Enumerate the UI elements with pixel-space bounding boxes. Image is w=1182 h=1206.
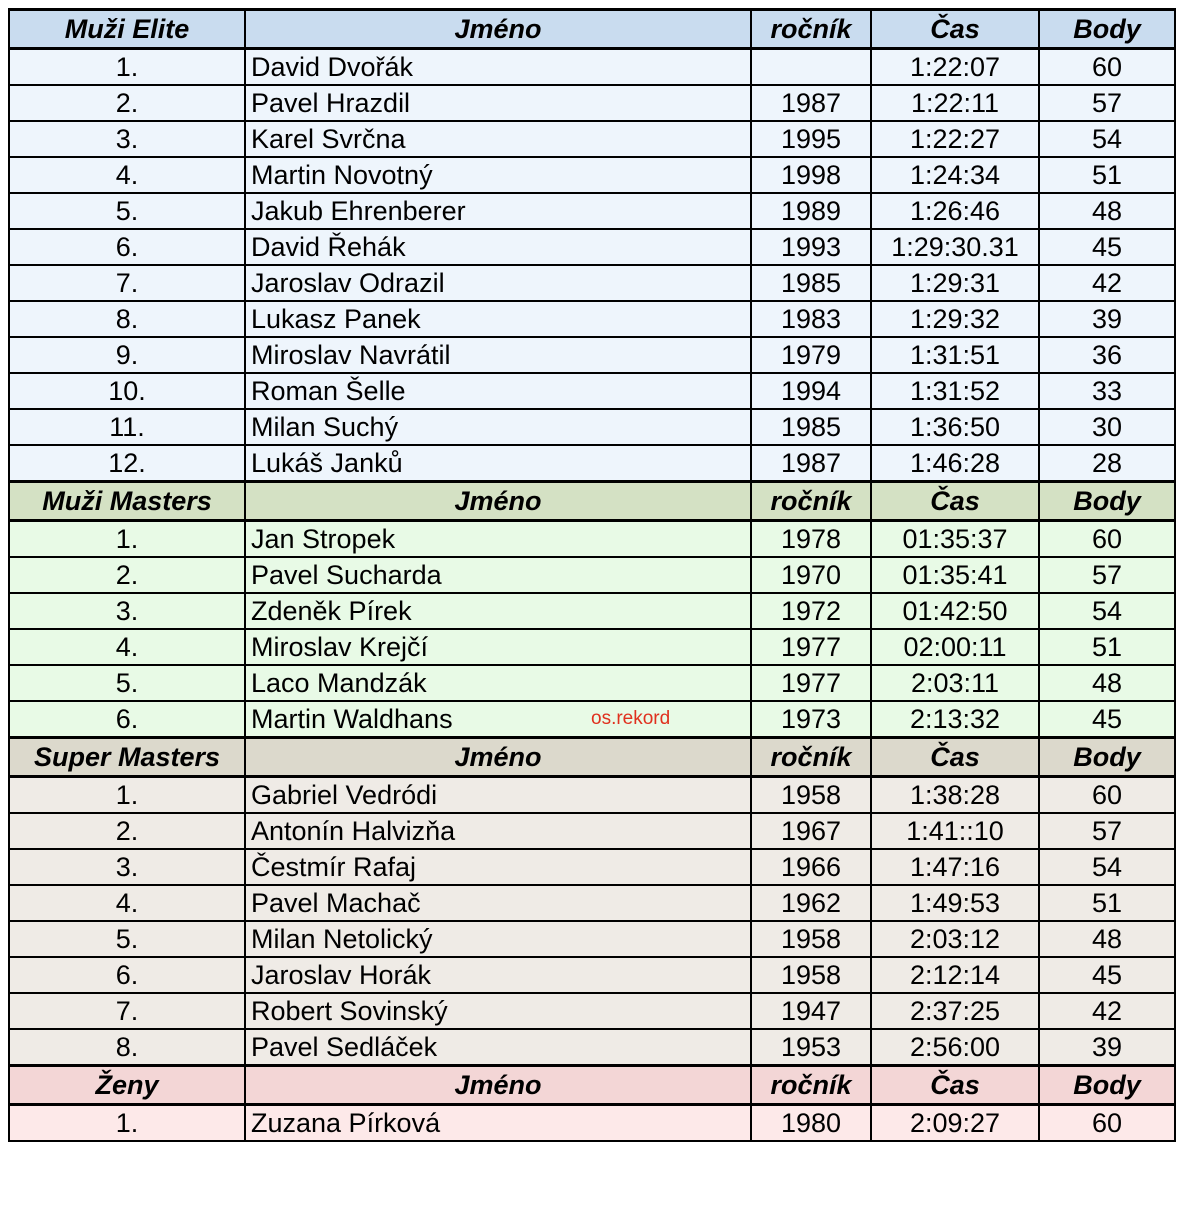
name-cell[interactable] [245, 921, 751, 957]
year-column-header[interactable]: ročník [751, 738, 871, 777]
time-cell[interactable]: 01:42:50 [871, 593, 1039, 629]
competitor-name: Jan Stropek [251, 524, 396, 554]
year-cell[interactable]: 1947 [751, 993, 871, 1029]
competitor-name: Miroslav Krejčí [251, 632, 429, 662]
name-cell[interactable] [245, 193, 751, 229]
time-column-header[interactable]: Čas [871, 738, 1039, 777]
rank-cell[interactable]: 8. [9, 1029, 245, 1066]
name-cell[interactable] [245, 121, 751, 157]
time-cell[interactable]: 01:35:37 [871, 521, 1039, 558]
year-cell[interactable]: 1994 [751, 373, 871, 409]
table-row [9, 229, 1175, 265]
year-cell[interactable]: 1987 [751, 85, 871, 121]
table-row [9, 1105, 1175, 1142]
section-header-elite [9, 10, 1175, 49]
points-cell[interactable]: 51 [1039, 629, 1175, 665]
category-header[interactable]: Ženy [9, 1066, 245, 1105]
competitor-name: Antonín Halvizňa [251, 816, 456, 846]
name-cell[interactable] [245, 665, 751, 701]
name-cell[interactable] [245, 85, 751, 121]
year-cell[interactable]: 1966 [751, 849, 871, 885]
name-column-header[interactable]: Jméno [245, 10, 751, 49]
name-cell[interactable] [245, 849, 751, 885]
table-row [9, 193, 1175, 229]
time-column-header[interactable]: Čas [871, 10, 1039, 49]
table-row [9, 409, 1175, 445]
year-column-header[interactable]: ročník [751, 10, 871, 49]
points-cell[interactable]: 42 [1039, 265, 1175, 301]
points-cell[interactable]: 51 [1039, 885, 1175, 921]
results-table [8, 8, 1176, 1142]
year-cell[interactable]: 1967 [751, 813, 871, 849]
competitor-name: Martin Novotný [251, 160, 433, 190]
points-cell[interactable]: 48 [1039, 193, 1175, 229]
points-cell[interactable]: 42 [1039, 993, 1175, 1029]
time-cell[interactable]: 1:31:52 [871, 373, 1039, 409]
points-cell[interactable]: 54 [1039, 121, 1175, 157]
name-cell[interactable] [245, 957, 751, 993]
competitor-name: Jaroslav Horák [251, 960, 432, 990]
rank-cell[interactable]: 1. [9, 1105, 245, 1142]
competitor-name: Miroslav Navrátil [251, 340, 451, 370]
rank-cell[interactable]: 10. [9, 373, 245, 409]
year-cell[interactable]: 1995 [751, 121, 871, 157]
points-cell[interactable]: 30 [1039, 409, 1175, 445]
competitor-name: Zuzana Pírková [251, 1108, 441, 1138]
name-column-header[interactable]: Jméno [245, 482, 751, 521]
name-cell[interactable] [245, 337, 751, 373]
year-cell[interactable]: 1998 [751, 157, 871, 193]
time-cell[interactable]: 1:29:31 [871, 265, 1039, 301]
table-row [9, 701, 1175, 738]
points-cell[interactable]: 45 [1039, 957, 1175, 993]
points-cell[interactable]: 60 [1039, 521, 1175, 558]
year-cell[interactable]: 1972 [751, 593, 871, 629]
name-cell[interactable] [245, 629, 751, 665]
competitor-name: Pavel Machač [251, 888, 421, 918]
table-row [9, 885, 1175, 921]
competitor-name: Roman Šelle [251, 376, 406, 406]
competitor-name: David Řehák [251, 232, 406, 262]
name-cell[interactable] [245, 373, 751, 409]
points-cell[interactable]: 51 [1039, 157, 1175, 193]
name-cell[interactable] [245, 885, 751, 921]
year-cell[interactable]: 1993 [751, 229, 871, 265]
time-cell[interactable]: 1:41::10 [871, 813, 1039, 849]
year-cell[interactable]: 1980 [751, 1105, 871, 1142]
year-cell[interactable]: 1953 [751, 1029, 871, 1066]
table-row [9, 593, 1175, 629]
time-cell[interactable]: 1:46:28 [871, 445, 1039, 482]
competitor-name: Milan Suchý [251, 412, 399, 442]
rank-cell[interactable]: 2. [9, 85, 245, 121]
year-cell[interactable]: 1985 [751, 409, 871, 445]
points-cell[interactable]: 45 [1039, 701, 1175, 738]
year-cell[interactable]: 1970 [751, 557, 871, 593]
table-row [9, 813, 1175, 849]
name-cell[interactable] [245, 49, 751, 86]
year-cell[interactable]: 1987 [751, 445, 871, 482]
rank-cell[interactable]: 1. [9, 521, 245, 558]
name-column-header[interactable]: Jméno [245, 1066, 751, 1105]
points-cell[interactable]: 48 [1039, 665, 1175, 701]
time-cell[interactable]: 1:29:32 [871, 301, 1039, 337]
points-column-header[interactable]: Body [1039, 1066, 1175, 1105]
time-cell[interactable]: 1:31:51 [871, 337, 1039, 373]
rank-cell[interactable]: 11. [9, 409, 245, 445]
time-cell[interactable]: 02:00:11 [871, 629, 1039, 665]
competitor-name: Čestmír Rafaj [251, 852, 417, 882]
table-row [9, 777, 1175, 814]
year-cell[interactable]: 1985 [751, 265, 871, 301]
rank-cell[interactable]: 6. [9, 957, 245, 993]
name-cell[interactable] [245, 409, 751, 445]
competitor-name: Pavel Hrazdil [251, 88, 411, 118]
year-cell[interactable]: 1989 [751, 193, 871, 229]
year-cell[interactable]: 1978 [751, 521, 871, 558]
rank-cell[interactable]: 4. [9, 629, 245, 665]
name-cell[interactable] [245, 593, 751, 629]
name-cell[interactable] [245, 1029, 751, 1066]
points-column-header[interactable]: Body [1039, 10, 1175, 49]
table-row [9, 445, 1175, 482]
points-cell[interactable]: 39 [1039, 1029, 1175, 1066]
name-cell[interactable] [245, 1105, 751, 1142]
year-cell[interactable]: 1977 [751, 665, 871, 701]
table-row [9, 629, 1175, 665]
points-cell[interactable]: 57 [1039, 557, 1175, 593]
time-cell[interactable]: 2:03:12 [871, 921, 1039, 957]
table-row [9, 993, 1175, 1029]
rank-cell[interactable]: 12. [9, 445, 245, 482]
name-cell[interactable] [245, 557, 751, 593]
year-cell[interactable]: 1958 [751, 777, 871, 814]
year-column-header[interactable]: ročník [751, 482, 871, 521]
results-table-body [9, 10, 1175, 1142]
points-cell[interactable]: 39 [1039, 301, 1175, 337]
section-header-masters [9, 482, 1175, 521]
time-column-header[interactable]: Čas [871, 1066, 1039, 1105]
year-column-header[interactable]: ročník [751, 1066, 871, 1105]
competitor-name: David Dvořák [251, 52, 414, 82]
name-column-header[interactable]: Jméno [245, 738, 751, 777]
time-cell[interactable]: 1:29:30.31 [871, 229, 1039, 265]
rank-cell[interactable]: 9. [9, 337, 245, 373]
table-row [9, 849, 1175, 885]
name-cell[interactable] [245, 301, 751, 337]
competitor-name: Robert Sovinský [251, 996, 448, 1026]
table-row [9, 121, 1175, 157]
competitor-name: Jaroslav Odrazil [251, 268, 445, 298]
time-cell[interactable]: 1:47:16 [871, 849, 1039, 885]
time-cell[interactable]: 2:56:00 [871, 1029, 1039, 1066]
rank-cell[interactable]: 6. [9, 229, 245, 265]
rank-cell[interactable]: 1. [9, 777, 245, 814]
time-cell[interactable]: 1:26:46 [871, 193, 1039, 229]
rank-cell[interactable]: 1. [9, 49, 245, 86]
competitor-name: Laco Mandzák [251, 668, 427, 698]
rank-cell[interactable]: 3. [9, 849, 245, 885]
year-cell[interactable]: 1983 [751, 301, 871, 337]
rank-cell[interactable]: 5. [9, 921, 245, 957]
points-cell[interactable]: 60 [1039, 777, 1175, 814]
name-cell[interactable] [245, 157, 751, 193]
competitor-name: Milan Netolický [251, 924, 433, 954]
table-row [9, 157, 1175, 193]
table-row [9, 265, 1175, 301]
rank-cell[interactable]: 6. [9, 701, 245, 738]
rank-cell[interactable]: 7. [9, 993, 245, 1029]
points-cell[interactable]: 45 [1039, 229, 1175, 265]
competitor-name: Martin Waldhans [251, 704, 453, 734]
table-row [9, 521, 1175, 558]
table-row [9, 85, 1175, 121]
points-cell[interactable]: 33 [1039, 373, 1175, 409]
rank-cell[interactable]: 8. [9, 301, 245, 337]
table-row [9, 957, 1175, 993]
table-row [9, 665, 1175, 701]
year-cell[interactable] [751, 49, 871, 86]
rank-cell[interactable]: 5. [9, 665, 245, 701]
time-column-header[interactable]: Čas [871, 482, 1039, 521]
competitor-name: Gabriel Vedródi [251, 780, 438, 810]
competitor-name: Zdeněk Pírek [251, 596, 412, 626]
competitor-name: Karel Svrčna [251, 124, 406, 154]
points-cell[interactable]: 57 [1039, 813, 1175, 849]
table-row [9, 337, 1175, 373]
points-cell[interactable]: 54 [1039, 849, 1175, 885]
rank-cell[interactable]: 4. [9, 157, 245, 193]
points-cell[interactable]: 60 [1039, 49, 1175, 86]
points-column-header[interactable]: Body [1039, 738, 1175, 777]
year-cell[interactable]: 1958 [751, 957, 871, 993]
name-cell[interactable] [245, 445, 751, 482]
year-cell[interactable]: 1962 [751, 885, 871, 921]
points-cell[interactable]: 48 [1039, 921, 1175, 957]
table-row [9, 921, 1175, 957]
points-cell[interactable]: 60 [1039, 1105, 1175, 1142]
points-column-header[interactable]: Body [1039, 482, 1175, 521]
name-cell[interactable] [245, 265, 751, 301]
competitor-name: Pavel Sucharda [251, 560, 442, 590]
time-cell[interactable]: 1:22:27 [871, 121, 1039, 157]
time-cell[interactable]: 2:37:25 [871, 993, 1039, 1029]
points-cell[interactable]: 36 [1039, 337, 1175, 373]
table-row [9, 557, 1175, 593]
name-cell[interactable] [245, 777, 751, 814]
rank-cell[interactable]: 5. [9, 193, 245, 229]
table-row [9, 1029, 1175, 1066]
time-cell[interactable]: 1:36:50 [871, 409, 1039, 445]
name-cell[interactable] [245, 701, 751, 738]
category-header[interactable]: Muži Elite [9, 10, 245, 49]
rank-cell[interactable]: 2. [9, 813, 245, 849]
name-cell[interactable] [245, 521, 751, 558]
points-cell[interactable]: 54 [1039, 593, 1175, 629]
time-cell[interactable]: 01:35:41 [871, 557, 1039, 593]
time-cell[interactable]: 1:49:53 [871, 885, 1039, 921]
year-cell[interactable]: 1958 [751, 921, 871, 957]
rank-cell[interactable]: 4. [9, 885, 245, 921]
table-row [9, 301, 1175, 337]
rank-cell[interactable]: 3. [9, 593, 245, 629]
table-row [9, 373, 1175, 409]
time-cell[interactable]: 2:13:32 [871, 701, 1039, 738]
time-cell[interactable]: 2:03:11 [871, 665, 1039, 701]
category-header[interactable]: Muži Masters [9, 482, 245, 521]
name-cell[interactable] [245, 229, 751, 265]
table-row [9, 49, 1175, 86]
time-cell[interactable]: 2:12:14 [871, 957, 1039, 993]
rank-cell[interactable]: 3. [9, 121, 245, 157]
competitor-name: Pavel Sedláček [251, 1032, 438, 1062]
section-header-zeny [9, 1066, 1175, 1105]
time-cell[interactable]: 1:24:34 [871, 157, 1039, 193]
category-header[interactable]: Super Masters [9, 738, 245, 777]
competitor-name: Lukasz Panek [251, 304, 421, 334]
points-cell[interactable]: 28 [1039, 445, 1175, 482]
rank-cell[interactable]: 2. [9, 557, 245, 593]
year-cell[interactable]: 1977 [751, 629, 871, 665]
name-cell[interactable] [245, 813, 751, 849]
time-cell[interactable]: 2:09:27 [871, 1105, 1039, 1142]
record-note: os.rekord [591, 708, 671, 729]
section-header-super [9, 738, 1175, 777]
time-cell[interactable]: 1:22:11 [871, 85, 1039, 121]
competitor-name: Lukáš Janků [251, 448, 403, 478]
name-cell[interactable] [245, 993, 751, 1029]
points-cell[interactable]: 57 [1039, 85, 1175, 121]
year-cell[interactable]: 1973 [751, 701, 871, 738]
time-cell[interactable]: 1:22:07 [871, 49, 1039, 86]
competitor-name: Jakub Ehrenberer [251, 196, 466, 226]
time-cell[interactable]: 1:38:28 [871, 777, 1039, 814]
rank-cell[interactable]: 7. [9, 265, 245, 301]
year-cell[interactable]: 1979 [751, 337, 871, 373]
